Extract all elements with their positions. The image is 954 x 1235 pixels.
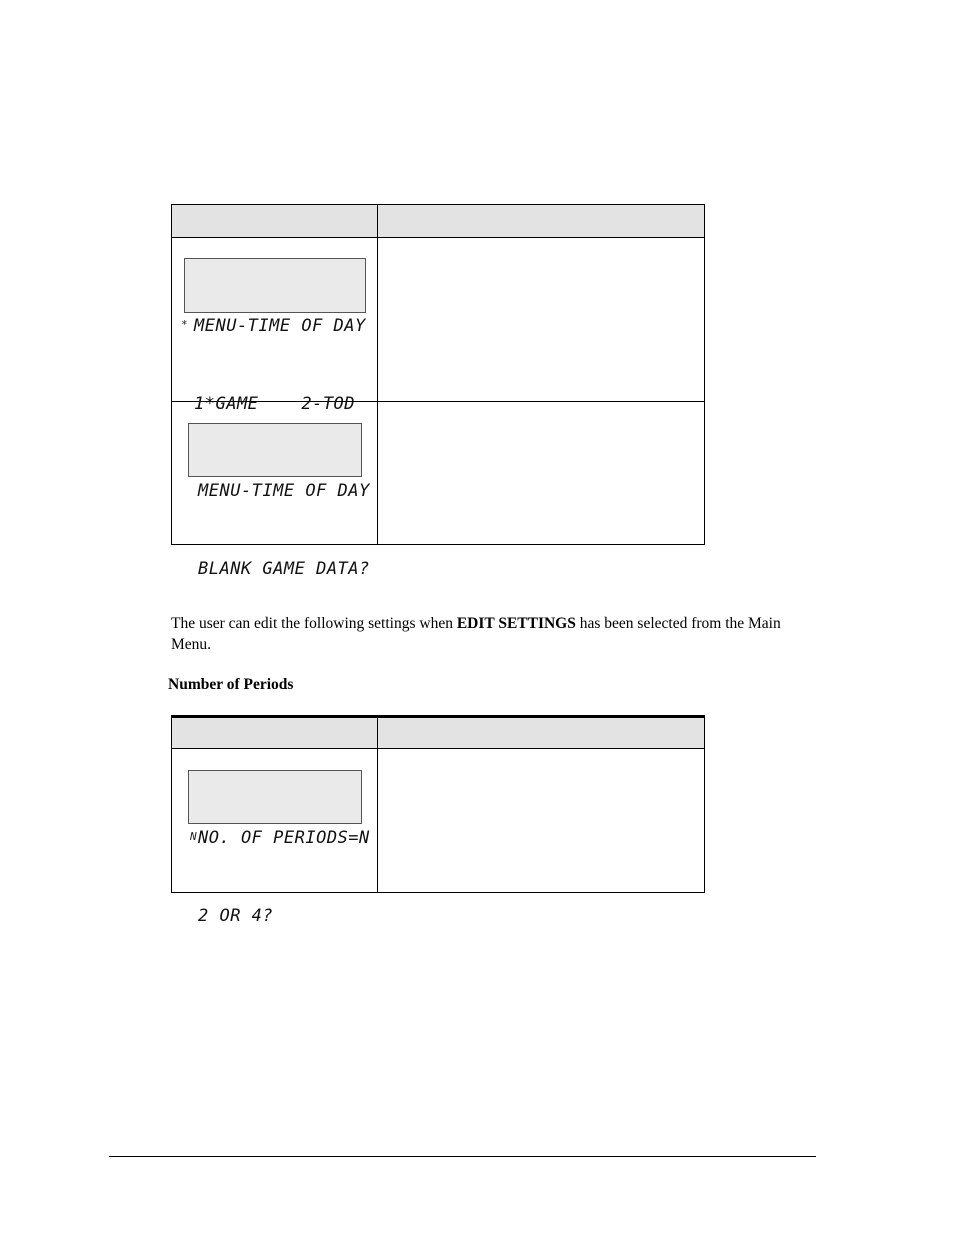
paragraph-bold-text: EDIT SETTINGS [456,615,576,632]
paragraph-text-after: has been selected from the Main Menu. [171,615,781,653]
lcd-line-1: MENU-TIME OF DAY [198,481,370,501]
header-cell-display [172,718,378,748]
table-header [172,716,704,749]
lcd-line-2: 1*GAME 2-TOD [194,394,356,414]
description-cell [378,238,704,401]
lcd-footnote: N [190,830,197,843]
display-table-number-of-periods [171,715,705,926]
lcd-display [188,770,370,926]
table-row [172,401,704,579]
table-row [172,238,704,414]
lcd-line-1: MENU-TIME OF DAY [194,316,366,336]
display-cell [172,402,378,579]
header-cell-description [378,718,704,748]
lcd-line-2: BLANK GAME DATA? [198,559,370,579]
lcd-line-1: NO. OF PERIODS=N [198,828,370,848]
header-cell-display [172,205,378,237]
intro-paragraph [171,613,811,655]
lcd-line-2: 2 OR 4? [198,906,274,926]
section-heading: Number of Periods [168,676,294,693]
display-table-time-of-day [171,204,705,579]
description-cell [378,402,704,544]
lcd-display [184,258,366,414]
lcd-footnote: * [181,318,188,331]
footer-divider [109,1156,816,1157]
table-row [172,749,704,926]
lcd-display [188,423,370,579]
header-cell-description [378,205,704,237]
paragraph-text-before: The user can edit the following settings when [171,615,457,632]
display-cell [172,749,378,926]
display-cell [172,238,378,414]
table-header [172,205,704,238]
description-cell [378,749,704,892]
